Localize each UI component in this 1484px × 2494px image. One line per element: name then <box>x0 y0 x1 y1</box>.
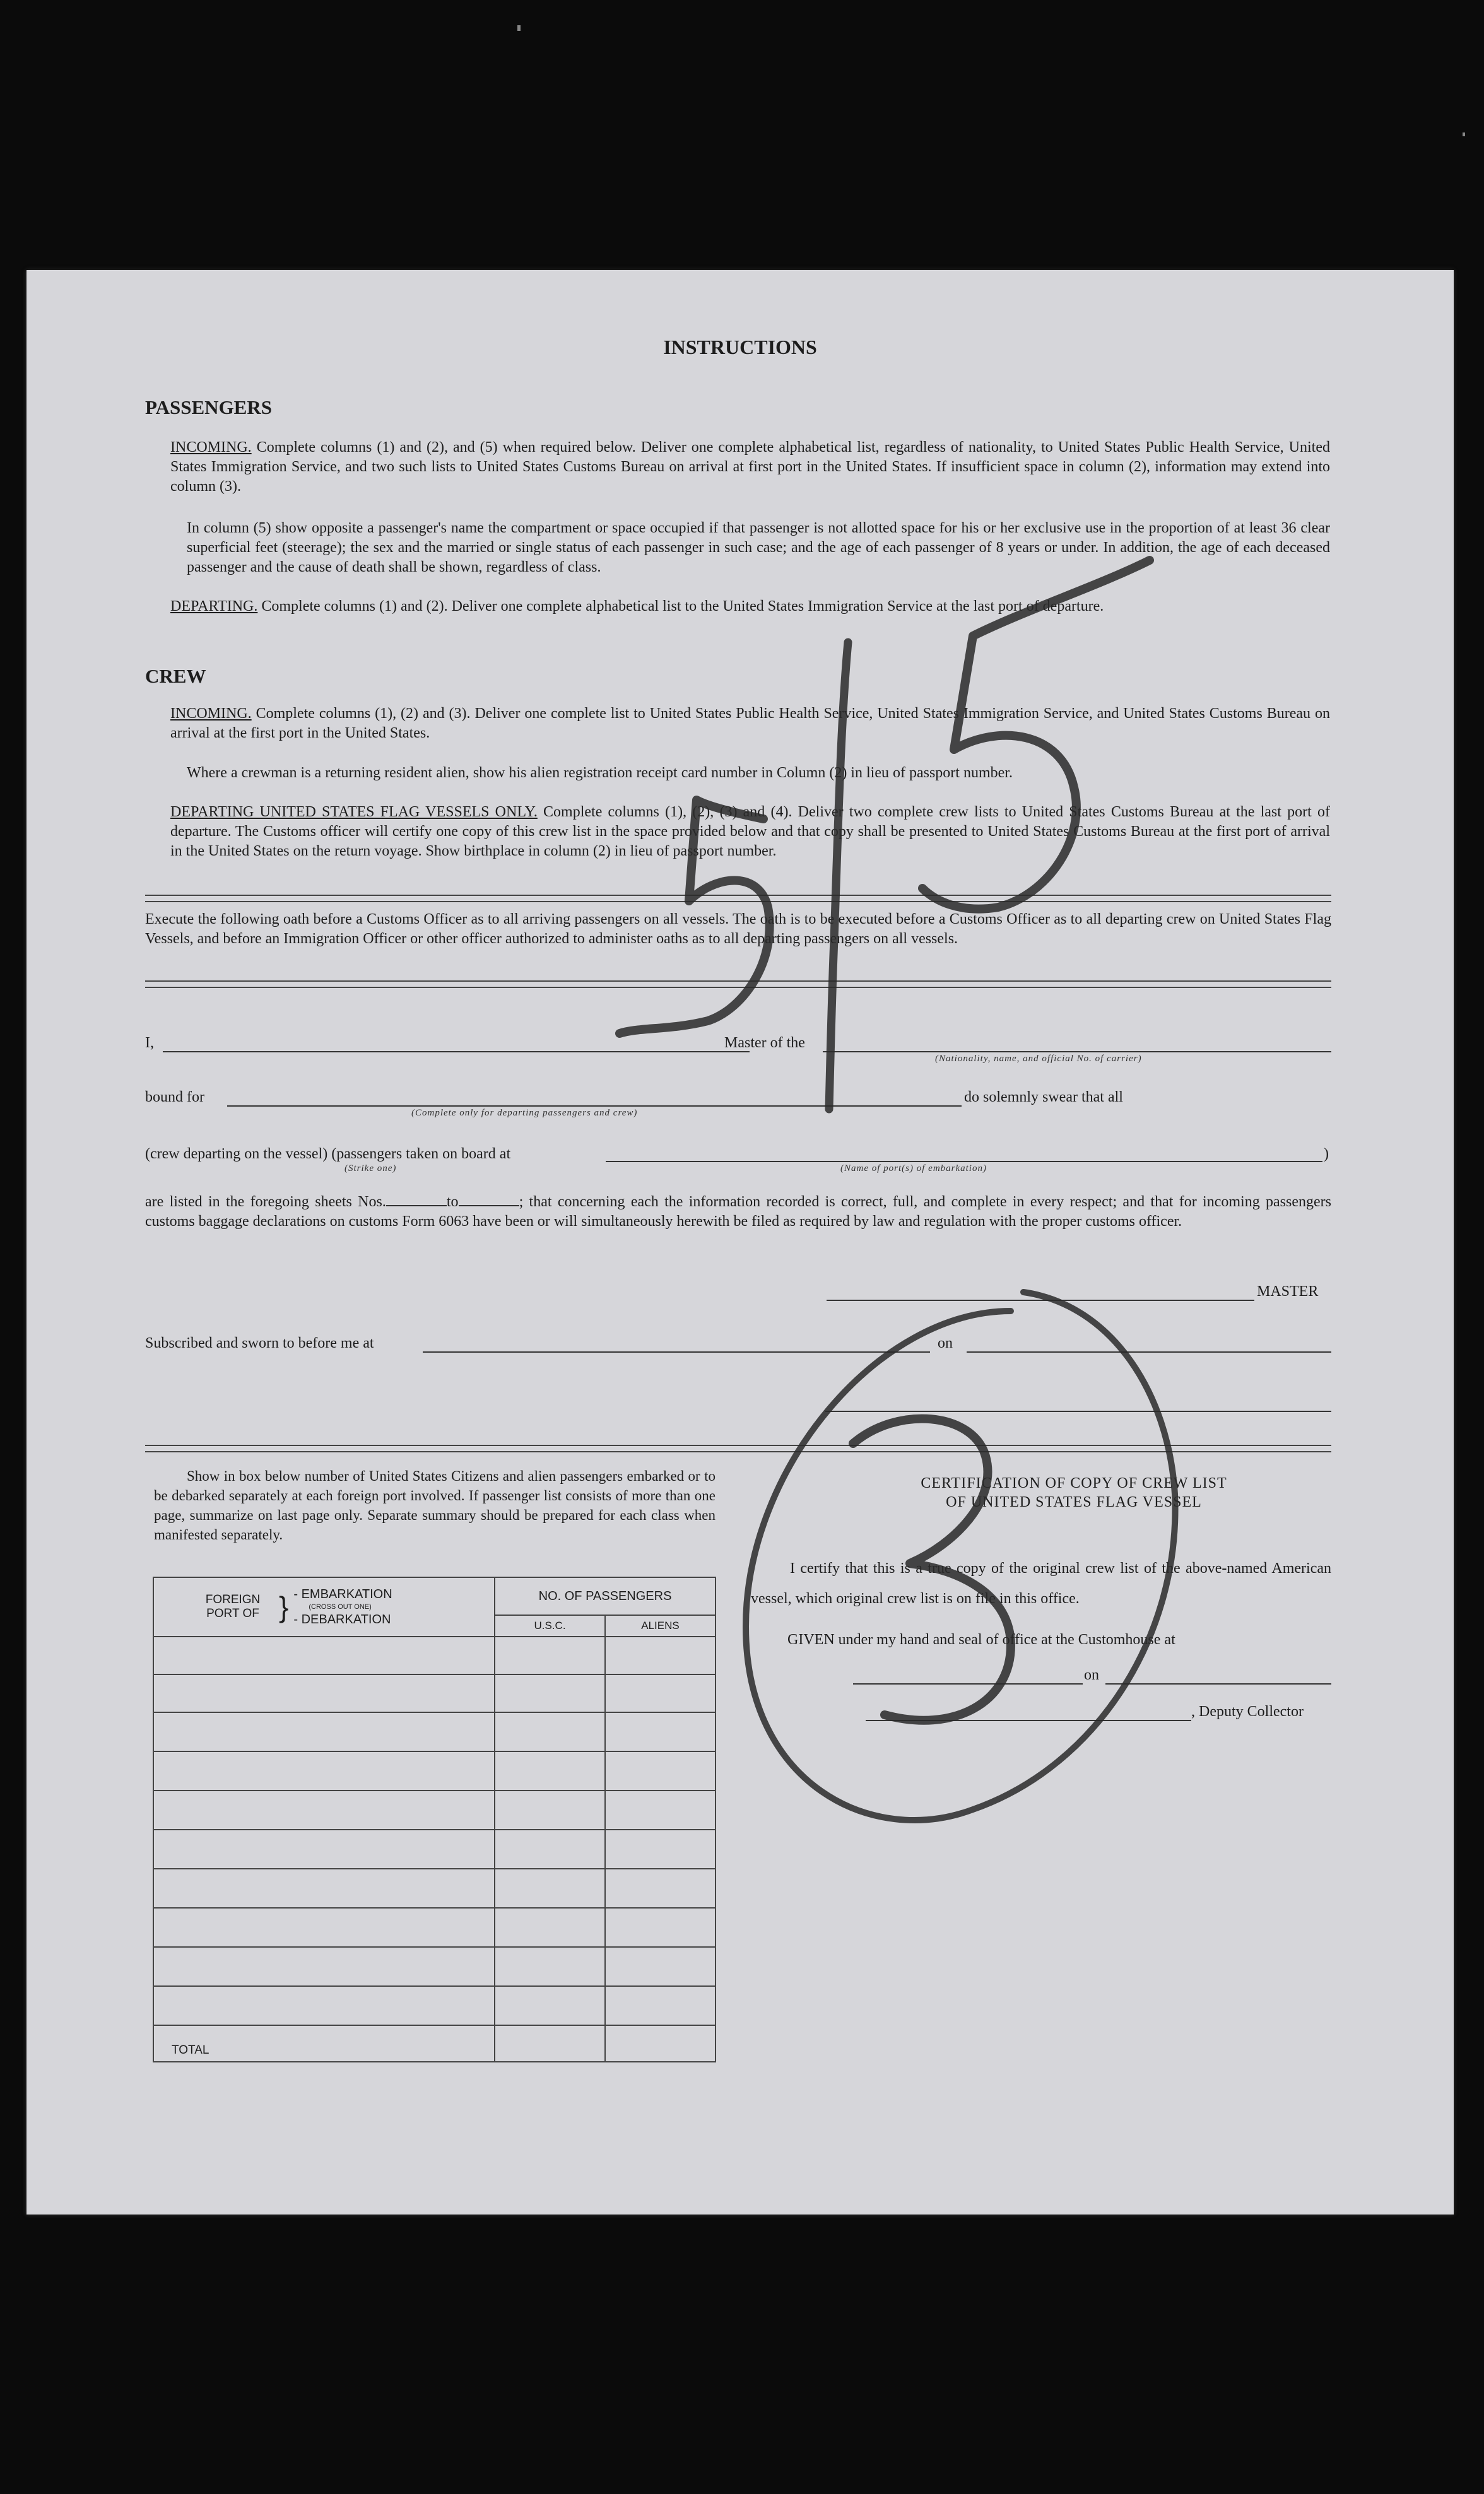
certification-on-label: on <box>1084 1667 1099 1683</box>
oath-i-label: I, <box>145 1035 154 1051</box>
form-page <box>26 270 1454 2215</box>
passengers-departing-label: DEPARTING. <box>170 598 258 615</box>
port-caption: (Name of port(s) of embarkation) <box>840 1163 987 1173</box>
crew-departing-text: Complete columns (1), (2), (3) and (4). Deliver two complete crew lists to United States Customs Bureau at the last port of departure. The Customs officer will certify one copy of this crew list in the space provided below and that copy shall be presented to United States Customs Bureau at the first port of arrival in the United States on the return voyage. Show birthplace in column (2) in lieu of passport number. <box>170 804 1330 859</box>
subscribed-label: Subscribed and sworn to before me at <box>145 1335 374 1351</box>
listed-text-a: are listed in the foregoing sheets Nos. <box>145 1194 386 1210</box>
passengers-incoming-label: INCOMING. <box>170 439 252 456</box>
crew-incoming-label: INCOMING. <box>170 705 252 722</box>
handwritten-slash <box>829 642 848 1109</box>
nationality-caption: (Nationality, name, and official No. of carrier) <box>935 1054 1142 1064</box>
swear-text: do solemnly swear that all <box>964 1089 1123 1105</box>
no-passengers-header: NO. OF PASSENGERS <box>495 1577 716 1615</box>
handwritten-five-left <box>620 800 770 1033</box>
aliens-header: ALIENS <box>605 1615 716 1637</box>
crew-departing-label: DEPARTING UNITED STATES FLAG VESSELS ONLY. <box>170 804 538 820</box>
listed-to: to <box>446 1194 459 1210</box>
bound-for-label: bound for <box>145 1089 204 1105</box>
handwritten-circle <box>746 1292 1175 1820</box>
debarkation-label: - DEBARKATION <box>293 1613 391 1626</box>
handwritten-marks <box>26 270 1454 2215</box>
crew-heading: CREW <box>145 665 206 687</box>
usc-header: U.S.C. <box>495 1615 605 1637</box>
certification-title-1: CERTIFICATION OF COPY OF CREW LIST <box>921 1475 1227 1491</box>
summary-note: Show in box below number of United States Citizens and alien passengers embarked or to be debarked separately at each foreign port involved. If passenger list consists of more than one page, summarize on last page only. Separate summary should be prepared for each class when manifested separately. <box>154 1468 716 1543</box>
master-of-label: Master of the <box>724 1035 805 1051</box>
given-text: GIVEN under my hand and seal of office at the Customhouse at <box>787 1632 1175 1648</box>
total-label: TOTAL <box>153 2025 495 2062</box>
crew-departing-text: (crew departing on the vessel) (passengers taken on board at <box>145 1146 511 1162</box>
foreign-port-label: FOREIGN PORT OF <box>205 1593 261 1620</box>
handwritten-three <box>853 1419 1011 1721</box>
page-title: INSTRUCTIONS <box>663 336 817 358</box>
listed-text-b: ; that concerning each the information recorded is correct, full, and complete in every respect; and that for incoming passengers customs baggage declarations on customs Form 6063 have been or will simultaneously herewith be filed as required by law and regulation with the proper customs officer. <box>145 1194 1331 1230</box>
subscribed-on-label: on <box>938 1335 953 1351</box>
master-label: MASTER <box>1257 1283 1319 1300</box>
bound-caption: (Complete only for departing passengers and crew) <box>411 1108 638 1118</box>
crew-resident-paragraph: Where a crewman is a returning resident alien, show his alien registration receipt card number in Column (2) in lieu of passport number. <box>187 765 1013 781</box>
scan-speck <box>517 25 521 31</box>
cross-out-label: (CROSS OUT ONE) <box>309 1603 372 1611</box>
scan-speck <box>1463 132 1465 136</box>
deputy-collector-label: , Deputy Collector <box>1191 1703 1304 1720</box>
passengers-incoming-text: Complete columns (1) and (2), and (5) when required below. Deliver one complete alphabetical list, regardless of nationality, to United States Public Health Service, United States Immigration Service, and two such lists to United States Customs Bureau on arrival at first port in the United States. If insufficient space in column (2), information may extend into column (3). <box>170 439 1330 495</box>
passengers-column5-paragraph: In column (5) show opposite a passenger's name the compartment or space occupied if that passenger is not allotted space for his or her exclusive use in the proportion of at least 36 clear superficial feet (steerage); the sex and the married or single status of each passenger in such case; and the age of each passenger of 8 years or under. In addition, the age of each deceased passenger and the cause of death shall be shown, regardless of class. <box>187 520 1330 575</box>
certification-title-2: OF UNITED STATES FLAG VESSEL <box>946 1494 1202 1510</box>
embarkation-label: - EMBARKATION <box>293 1587 392 1601</box>
close-paren: ) <box>1324 1146 1329 1162</box>
handwritten-five-right <box>922 560 1150 909</box>
crew-incoming-text: Complete columns (1), (2) and (3). Deliver one complete list to United States Public Health Service, United States Immigration Service, and United States Customs Bureau on arrival at the first port in the United States. <box>170 705 1330 741</box>
bracket-glyph: } <box>279 1591 289 1623</box>
passengers-heading: PASSENGERS <box>145 396 272 418</box>
certification-text: I certify that this is a true copy of the original crew list of the above-named American vessel, which original crew list is on file in this office. <box>751 1560 1331 1607</box>
passengers-departing-text: Complete columns (1) and (2). Deliver one complete alphabetical list to the United States Immigration Service at the last port of departure. <box>257 598 1104 615</box>
strike-one-caption: (Strike one) <box>344 1163 397 1173</box>
oath-instruction: Execute the following oath before a Customs Officer as to all arriving passengers on all vessels. The oath is to be executed before a Customs Officer as to all departing crew on United States Flag Vessels, and before an Immigration Officer or other officer authorized to administer oaths as to all departing passengers on all vessels. <box>145 911 1331 947</box>
